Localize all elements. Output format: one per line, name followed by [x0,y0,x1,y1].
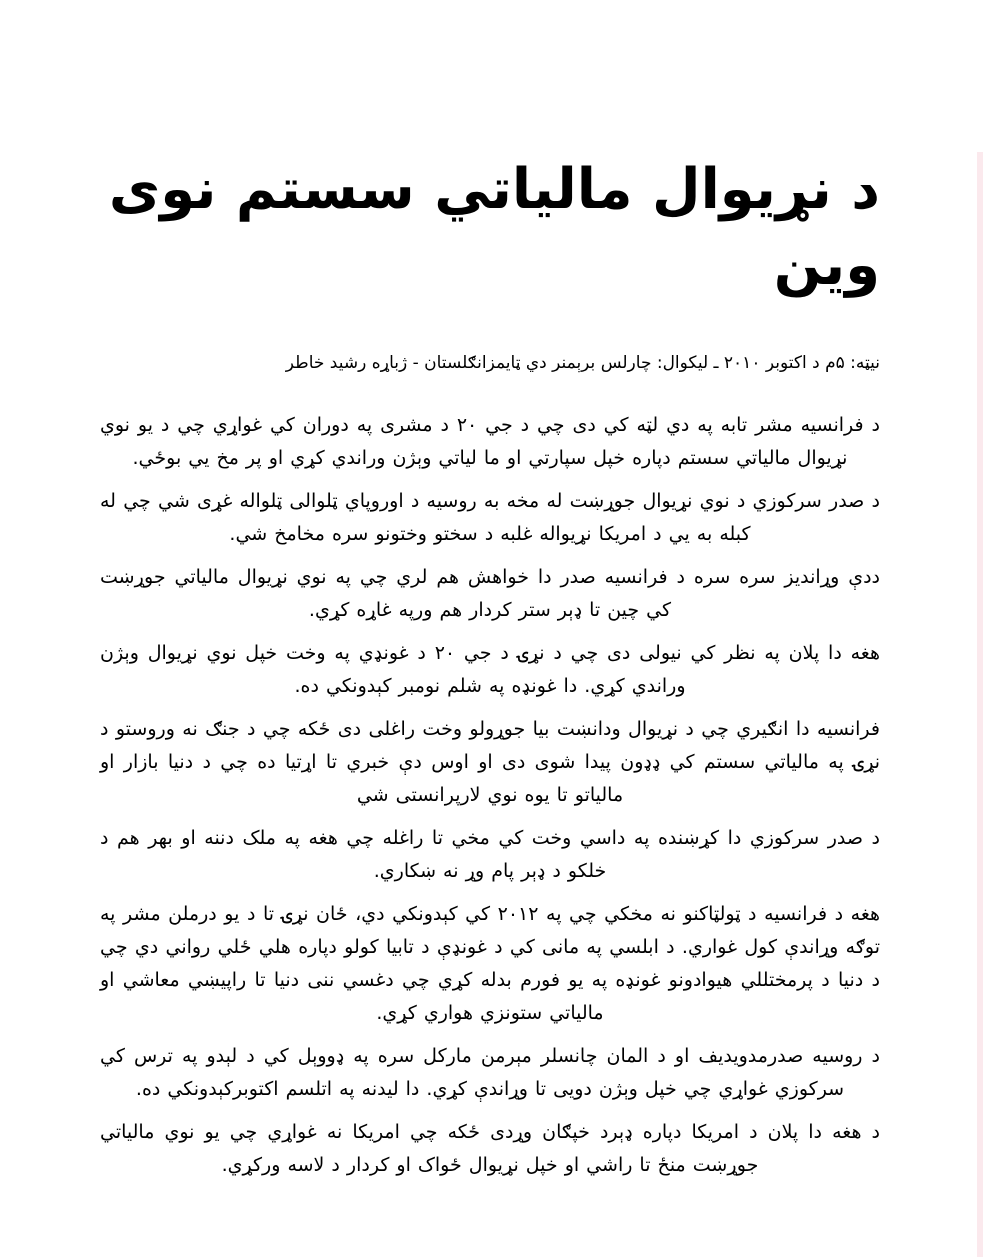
article-paragraph-6: د صدر سرکوزي دا کړښنده په داسي وخت کي مخي تا راغله چي هغه په ملک دننه او بهر هم د خلکو د ډېر پام وړ نه ښکاري. [100,826,880,882]
article-paragraph-4: هغه دا پلان په نظر کي نيولی دی چي د نړۍ د جي ۲۰ د غونډي په وخت خپل نوي نړيوال وېژن وراندي کړي. دا غونډه په شلم نومبر کېدونکي ده. [100,641,880,697]
article-page [0,152,983,1257]
article-paragraph-7: هغه د فرانسيه د ټولټاکنو نه مخکي چي په ۲۰۱۲ کي کېدونکي دي، ځان نړۍ تا د يو درملن مشر په توګه وړاندې کول غواري. د ابلسي په مانی کي د غونډې د تابيا کولو دپاره هلي ځلي رواني دي چي د دنيا د پرمختللي هيوادونو غونډه په يو فورم بدله کړي چي دغسي ننی دنيا تا راپيښي معاشي او مالياتي ستونزي هواري کړي. [100,902,881,1024]
article-paragraph-3: ددې وړانديز سره سره د فرانسيه صدر دا خواهش هم لري چي په نوي نړيوال مالياتي جوړښت کي چين تا ډېر ستر کردار هم ورپه غاړه کړي. [100,565,880,621]
article-byline: نيټه: ۵م د اکتوبر ۲۰۱۰ ـ ليکوال: چارلس برېمنر دي ټايمزانګلستان - ژباړه رشيد خاطر [285,353,880,374]
article-paragraph-2: د صدر سرکوزي د نوي نړيوال جوړښت له مخه به روسيه د اوروپاي ټلوالی ټلواله غړی شي چي له کبله به يي د امريکا نړيواله غلبه د سختو وختونو سره مخامخ شي. [100,489,880,545]
article-paragraph-9: د هغه دا پلان د امريکا دپاره ډېرد خپګان وړدی ځکه چي امريکا نه غواړي چي يو نوي مالياتي جوړښت منځ تا راشي او خپل نړيوال ځواک او کردار د لاسه ورکړي. [100,1120,880,1176]
article-paragraph-1: د فرانسيه مشر تابه په دي لټه کي دی چي د جي ۲۰ د مشری په دوران کي غواړي چي د يو نوي نړيوال مالياتي سستم دپاره خپل سپارتي او ما لياتي وېژن وراندي کړي او پر مخ يي بوځي. [100,413,880,469]
article-paragraph-5: فرانسيه دا انګيري چي د نړيوال ودانښت بيا جوړولو وخت راغلی دی ځکه چي د جنګ نه وروستو د نړۍ په مالياتي سستم کي ډډون پيدا شوی دی او اوس دې خبري تا اړتيا ده چي د دنيا بازار او مالياتو تا يوه نوي لارپرانستی شي [100,717,880,806]
article-paragraph-8: د روسيه صدرمدويديف او د المان چانسلر مېرمن مارکل سره په ډووېل کي د لېدو په ترس کي سرکوزي غواړي چي خپل وېژن دويی تا وړاندې کړي. دا ليدنه په اتلسم اکتوبرکېدونکي ده. [100,1044,880,1100]
article-title: د نړيوال مالياتي سستم نوی وين [108,157,880,298]
article-body [100,409,880,1182]
page-edge-strip-right [977,152,983,1257]
